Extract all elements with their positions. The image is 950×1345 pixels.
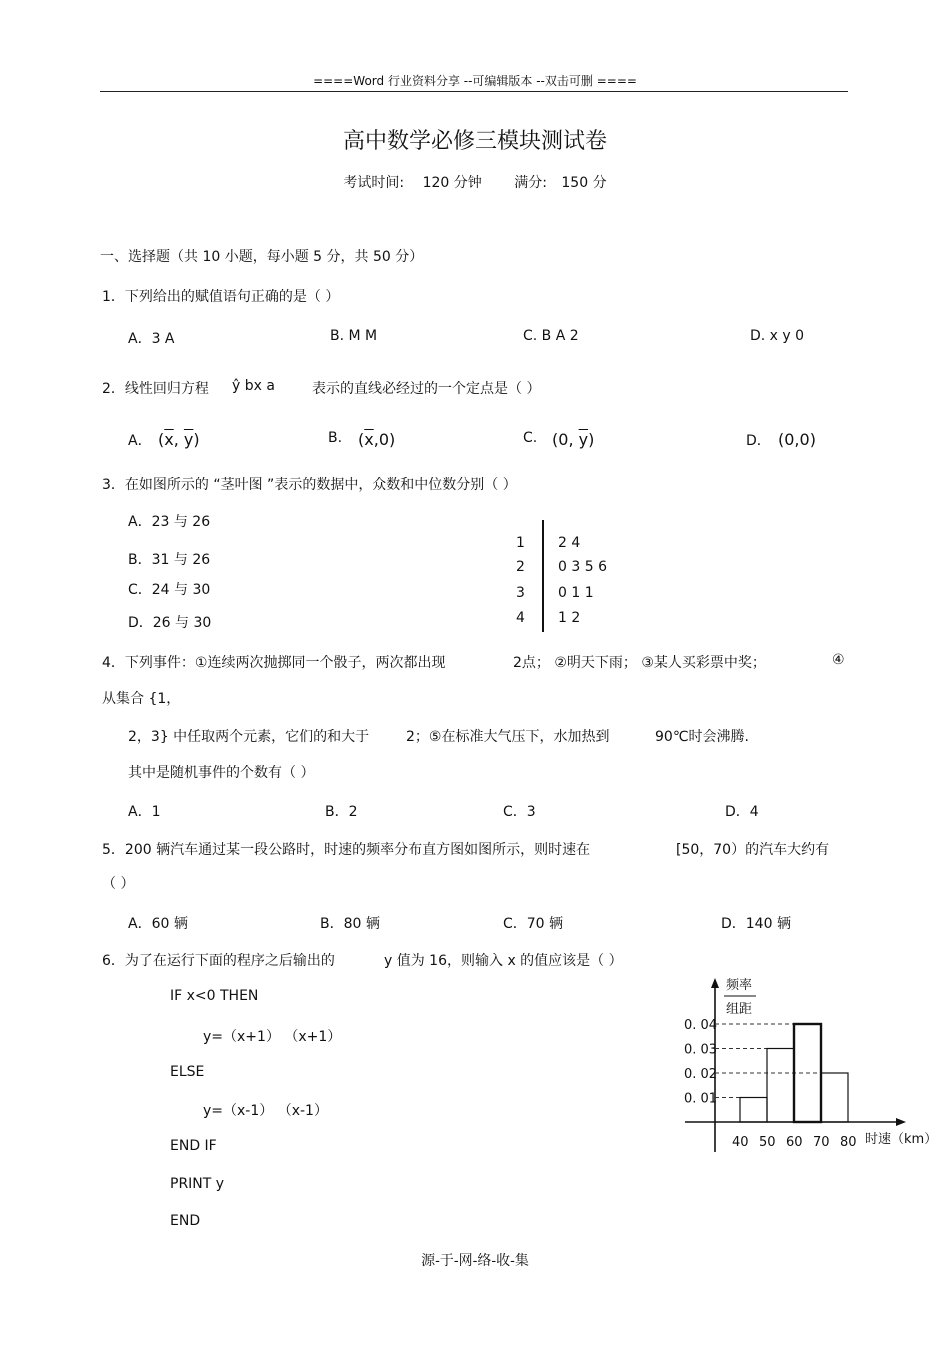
q4-line1-part1: 4．下列事件：①连续两次抛掷同一个骰子，两次都出现 [102, 655, 446, 671]
q5-option-b: B．80 辆 [320, 916, 380, 932]
score-label: 满分: [514, 175, 547, 191]
time-value: 120 分钟 [422, 175, 482, 191]
q2-option-b-label: B. [328, 430, 343, 446]
code-line: y=（x+1） （x+1） [203, 1029, 342, 1045]
histogram-bar [740, 1098, 767, 1123]
q5-option-d: D．140 辆 [721, 916, 791, 932]
q2-stem-part2: 表示的直线必经过的一个定点是（ ） [312, 381, 541, 397]
q4-line3-part3: 90℃时会沸腾. [655, 729, 749, 745]
stem-value: 3 [516, 585, 525, 601]
q1-option-b: B. M M [330, 328, 378, 344]
stem-value: 1 [516, 535, 525, 551]
q4-line2: 从集合 {1， [102, 691, 181, 707]
x-tick-label: 40 [732, 1135, 749, 1150]
q4-option-c: C．3 [503, 804, 536, 820]
x-axis-arrow [896, 1118, 906, 1126]
code-line: y=（x-1） （x-1） [203, 1103, 328, 1119]
x-tick-label: 80 [840, 1135, 857, 1150]
q1-option-d: D. x y 0 [750, 328, 805, 344]
y-tick-label: 0. 02 [684, 1067, 718, 1082]
x-tick-label: 60 [786, 1135, 803, 1150]
y-tick-label: 0. 04 [684, 1018, 718, 1033]
stem-value: 2 [516, 559, 525, 575]
q2-option-a-label: A． [128, 433, 152, 449]
page-header: ====Word 行业资料分享 --可编辑版本 --双击可删 ==== [313, 74, 637, 88]
q5-option-a: A．60 辆 [128, 916, 188, 932]
q4-option-a: A．1 [128, 804, 161, 820]
page-title: 高中数学必修三模块测试卷 [342, 129, 607, 154]
x-tick-label: 50 [759, 1135, 776, 1150]
leaf-values: 0 3 5 6 [558, 559, 607, 575]
q2-option-b-value: $(\overline{x},0)$ [358, 430, 396, 449]
header-rule [100, 91, 848, 92]
q4-option-d: D．4 [725, 804, 759, 820]
q1-option-c: C. B A 2 [523, 328, 579, 344]
code-line: END [170, 1213, 201, 1229]
histogram-bar [767, 1049, 794, 1123]
q5-line2: （ ） [102, 876, 135, 892]
q3-stem: 3．在如图所示的 “茎叶图 ”表示的数据中，众数和中位数分别（ ） [102, 477, 517, 493]
y-tick-label: 0. 01 [684, 1091, 718, 1107]
code-line: END IF [170, 1138, 217, 1154]
q3-option-c: C．24 与 30 [128, 582, 211, 598]
q3-option-a: A．23 与 26 [128, 514, 211, 530]
time-label: 考试时间: [343, 175, 405, 191]
x-tick-label: 70 [813, 1135, 830, 1150]
y-label-top: 频率 [726, 978, 753, 993]
q4-option-b: B．2 [325, 804, 358, 820]
q3-option-b: B．31 与 26 [128, 552, 211, 568]
q4-line4: 其中是随机事件的个数有（ ） [128, 765, 315, 781]
q2-option-a-value: ($\overline{x}$, $\overline{y}$) [158, 430, 200, 449]
leaf-values: 1 2 [558, 610, 581, 626]
page-footer: 源-于-网-络-收-集 [421, 1253, 529, 1269]
frequency-histogram [670, 972, 948, 1162]
q3-option-d: D．26 与 30 [128, 615, 212, 631]
q2-regression-equation: ŷ bx a [232, 378, 275, 394]
q2-option-d-value: (0,0) [778, 430, 816, 449]
q5-option-c: C．70 辆 [503, 916, 564, 932]
histogram-bar [821, 1073, 848, 1122]
q6-stem-part1: 6．为了在运行下面的程序之后输出的 [102, 953, 335, 969]
stem-leaf-divider [542, 520, 544, 632]
q2-option-c-label: C. [523, 430, 538, 446]
q5-line1-part1: 5．200 辆汽车通过某一段公路时，时速的频率分布直方图如图所示，则时速在 [102, 842, 591, 858]
y-tick-label: 0. 03 [684, 1042, 718, 1058]
score-value: 150 分 [561, 175, 607, 191]
q4-line1-part3: ④ [832, 652, 845, 668]
q4-line1-part2: 2点； ②明天下雨； ③某人买彩票中奖； [513, 655, 766, 671]
q2-stem-part1: 2．线性回归方程 [102, 381, 209, 397]
exam-info [0, 172, 950, 192]
section-heading: 一、选择题（共 10 小题，每小题 5 分，共 50 分） [100, 249, 424, 265]
q1-option-a: A．3 A [128, 331, 175, 347]
y-label-bottom: 组距 [726, 1002, 753, 1017]
code-line: IF x<0 THEN [170, 988, 259, 1004]
q4-line3-part1: 2，3} 中任取两个元素，它们的和大于 [128, 729, 370, 745]
q6-stem-part2: y 值为 16，则输入 x 的值应该是（ ） [384, 953, 623, 969]
code-line: ELSE [170, 1064, 205, 1080]
leaf-values: 2 4 [558, 535, 581, 551]
q5-line1-part2: [50，70）的汽车大约有 [676, 842, 830, 858]
x-axis-label: 时速（km） [865, 1132, 938, 1147]
q2-option-c-value: (0, $\overline{y}$) [552, 430, 595, 449]
leaf-values: 0 1 1 [558, 585, 594, 601]
q2-option-d-label: D． [746, 433, 771, 449]
y-axis-arrow [711, 978, 719, 988]
q1-stem: 1．下列给出的赋值语句正确的是（ ） [102, 289, 340, 305]
stem-value: 4 [516, 610, 525, 626]
code-line: PRINT y [170, 1176, 225, 1192]
q4-line3-part2: 2；⑤在标准大气压下，水加热到 [406, 729, 610, 745]
